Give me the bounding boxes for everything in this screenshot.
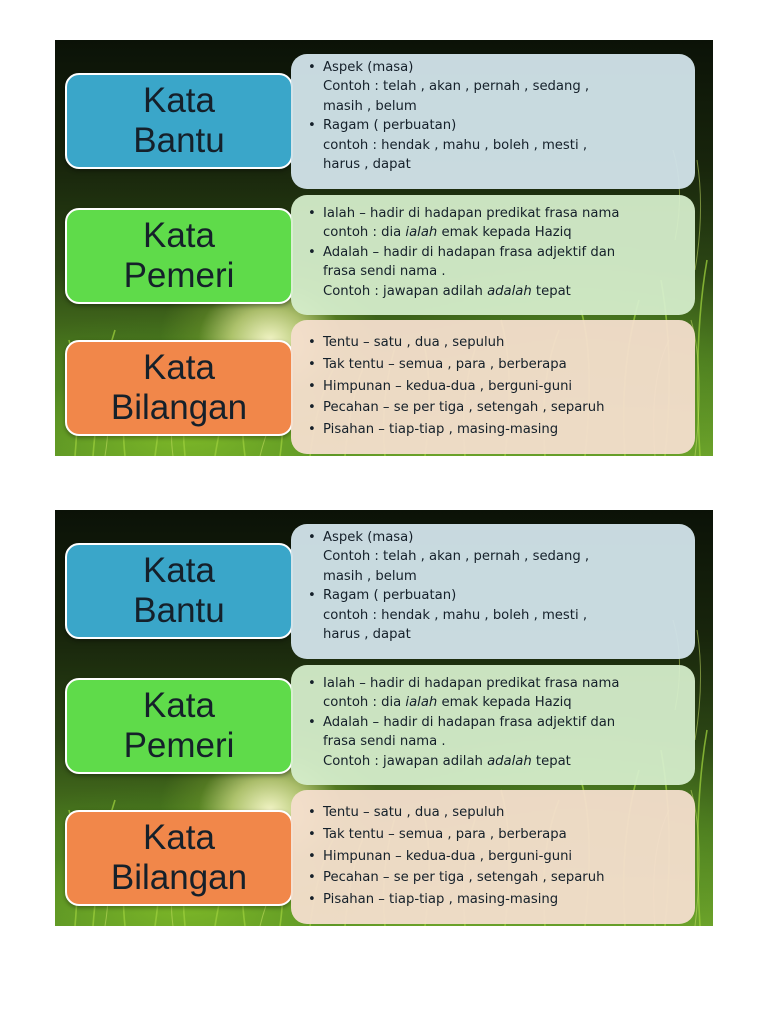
item-text: masih , belum — [323, 98, 417, 114]
kata-pemeri-title-line1: Kata — [143, 216, 215, 255]
bullet-icon: • — [308, 892, 316, 908]
item-text: Pecahan – se per tiga , setengah , separuh — [323, 400, 605, 416]
item-text: contoh : hendak , mahu , boleh , mesti , — [323, 607, 588, 623]
item-text: Tentu – satu , dua , sepuluh — [323, 805, 505, 820]
kata-bantu-content — [291, 54, 695, 189]
item-text: Adalah – hadir di hadapan frasa adjektif dan — [323, 244, 616, 260]
item-text: Contoh : telah , akan , pernah , sedang , — [323, 549, 590, 565]
kata-pemeri-label — [65, 678, 293, 774]
bullet-icon: • — [308, 378, 316, 394]
list-item — [308, 419, 681, 441]
kata-bantu-title-line1: Kata — [143, 551, 215, 590]
list-item — [308, 528, 681, 586]
item-text: Tak tentu – semua , para , berberapa — [323, 356, 567, 372]
kata-bilangan-title-line1: Kata — [143, 818, 215, 857]
list-item — [308, 713, 681, 771]
item-text: Tentu – satu , dua , sepuluh — [323, 335, 505, 350]
bullet-icon: • — [308, 870, 316, 886]
item-text: Aspek (masa) — [323, 530, 414, 545]
list-item — [308, 824, 681, 846]
list-item — [308, 332, 681, 354]
bullet-icon: • — [308, 60, 316, 75]
item-text: Himpunan – kedua-dua , berguni-guni — [323, 378, 573, 394]
bullet-icon: • — [308, 848, 316, 864]
bullet-icon: • — [308, 118, 316, 134]
item-text: frasa sendi nama . — [323, 264, 446, 280]
bullet-icon: • — [308, 335, 316, 350]
kata-pemeri-content — [291, 665, 695, 785]
item-text: Pecahan – se per tiga , setengah , separuh — [323, 870, 605, 886]
kata-pemeri-title-line2: Pemeri — [123, 256, 235, 295]
kata-bilangan-title-line1: Kata — [143, 348, 215, 387]
kata-bilangan-title-line2: Bilangan — [110, 388, 248, 427]
kata-bilangan-label — [65, 340, 293, 436]
kata-pemeri-label — [65, 208, 293, 304]
item-text: frasa sendi nama . — [323, 734, 446, 750]
item-text: Ragam ( perbuatan) — [323, 588, 457, 604]
item-text: Himpunan – kedua-dua , berguni-guni — [323, 848, 573, 864]
list-item — [308, 58, 681, 116]
bullet-icon: • — [308, 805, 316, 820]
item-text: Contoh : jawapan adilah adalah tepat — [323, 283, 571, 299]
kata-bilangan-label — [65, 810, 293, 906]
list-item — [308, 802, 681, 824]
slide-image-top — [55, 40, 713, 456]
kata-bantu-title-line1: Kata — [143, 81, 215, 120]
slide-image-bottom — [55, 510, 713, 926]
list-item — [308, 889, 681, 911]
kata-pemeri-title-line2: Pemeri — [123, 726, 235, 765]
kata-pemeri-title-line1: Kata — [143, 686, 215, 725]
item-text: harus , dapat — [323, 157, 411, 173]
item-text: Ialah – hadir di hadapan predikat frasa nama — [323, 206, 620, 221]
list-item — [308, 674, 681, 713]
list-item — [308, 354, 681, 376]
bullet-icon: • — [308, 714, 316, 730]
item-text: Pisahan – tiap-tiap , masing-masing — [323, 422, 559, 438]
item-text: contoh : dia ialah emak kepada Haziq — [323, 695, 572, 711]
list-item — [308, 376, 681, 398]
list-item — [308, 586, 681, 644]
kata-bilangan-title-line2: Bilangan — [110, 858, 248, 897]
bullet-icon: • — [308, 356, 316, 372]
list-item — [308, 243, 681, 301]
bullet-icon: • — [308, 676, 316, 691]
item-text: Tak tentu – semua , para , berberapa — [323, 826, 567, 842]
bullet-icon: • — [308, 530, 316, 545]
bullet-icon: • — [308, 206, 316, 221]
item-text: Aspek (masa) — [323, 60, 414, 75]
kata-bantu-label — [65, 543, 293, 639]
list-item — [308, 397, 681, 419]
bullet-icon: • — [308, 400, 316, 416]
item-text: masih , belum — [323, 568, 417, 584]
list-item — [308, 204, 681, 243]
list-item — [308, 846, 681, 868]
item-text: Pisahan – tiap-tiap , masing-masing — [323, 892, 559, 908]
list-item — [308, 116, 681, 174]
item-text: Adalah – hadir di hadapan frasa adjektif dan — [323, 714, 616, 730]
kata-bantu-content — [291, 524, 695, 659]
kata-bantu-title-line2: Bantu — [133, 591, 225, 630]
bullet-icon: • — [308, 244, 316, 260]
item-text: harus , dapat — [323, 627, 411, 643]
kata-bantu-label — [65, 73, 293, 169]
kata-bilangan-content — [291, 320, 695, 454]
bullet-icon: • — [308, 588, 316, 604]
item-text: Ialah – hadir di hadapan predikat frasa nama — [323, 676, 620, 691]
bullet-icon: • — [308, 826, 316, 842]
item-text: contoh : hendak , mahu , boleh , mesti , — [323, 137, 588, 153]
item-text: Ragam ( perbuatan) — [323, 118, 457, 134]
kata-pemeri-content — [291, 195, 695, 315]
item-text: contoh : dia ialah emak kepada Haziq — [323, 225, 572, 241]
kata-bantu-title-line2: Bantu — [133, 121, 225, 160]
kata-bilangan-content — [291, 790, 695, 924]
item-text: Contoh : telah , akan , pernah , sedang , — [323, 79, 590, 95]
bullet-icon: • — [308, 422, 316, 438]
item-text: Contoh : jawapan adilah adalah tepat — [323, 753, 571, 769]
list-item — [308, 867, 681, 889]
